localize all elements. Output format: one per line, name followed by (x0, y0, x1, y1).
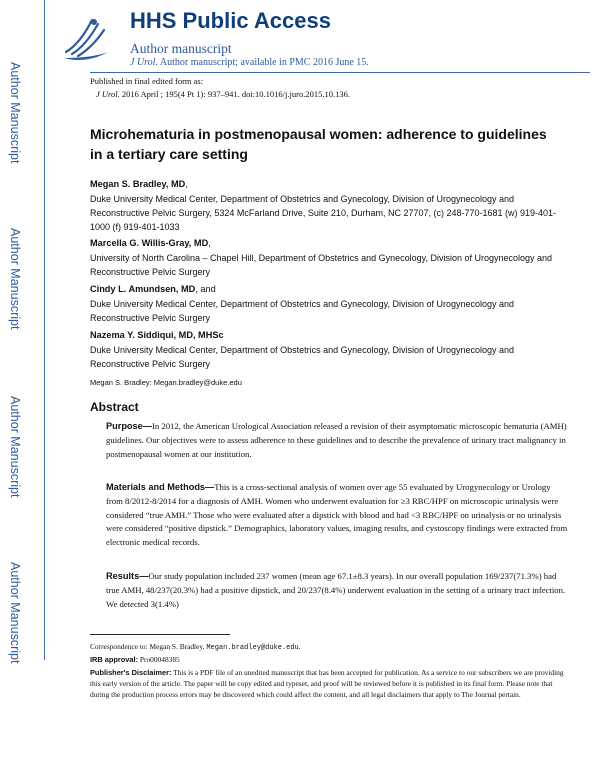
header-rule (90, 72, 590, 73)
abstract-purpose: Purpose—In 2012, the American Urological Association released a revision of their asymptomatic microscopic hematuria (AMH) guidelines. Our objectives were to assess adherence to these guidelines and to describe the prevalence of urinary tract malignancy in postmenopausal women at our institution. (106, 421, 567, 459)
results-label: Results— (106, 571, 149, 581)
side-band (0, 0, 45, 664)
author-name: Marcella G. Willis-Gray, MD, (90, 238, 211, 248)
purpose-label: Purpose— (106, 421, 152, 431)
author-email-line: Megan S. Bradley: Megan.bradley@duke.edu (90, 378, 242, 387)
footnote-rule (90, 634, 230, 635)
availability-line: J Urol. Author manuscript; available in PMC 2016 June 15. (130, 57, 369, 68)
correspondence-note: Correspondence to: Megan S. Bradley, Megan.bradley@duke.edu. (90, 642, 301, 652)
author-affiliation: University of North Carolina – Chapel Hill, Department of Obstetrics and Gynecology, Division of Urogynecology and Reconstructive Pelvic Surgery (90, 253, 553, 277)
hhs-eagle-logo (58, 12, 114, 64)
article-title: Microhematuria in postmenopausal women: adherence to guidelines in a tertiary care setting (90, 126, 547, 162)
methods-label: Materials and Methods— (106, 482, 215, 492)
author-affiliation: Duke University Medical Center, Department of Obstetrics and Gynecology, Division of Urogynecology and Reconstructive Pelvic Surgery, 5324 McFarland Drive, Suite 210, Durham, NC 27707, (c) 248-770-1681 (w) 919-401-1000 (f) 919-401-1033 (90, 194, 557, 232)
author-affiliation: Duke University Medical Center, Department of Obstetrics and Gynecology, Division of Urogynecology and Reconstructive Pelvic Surgery (90, 345, 515, 369)
author-affiliation: Duke University Medical Center, Department of Obstetrics and Gynecology, Division of Urogynecology and Reconstructive Pelvic Surgery (90, 299, 515, 323)
author-name: Megan S. Bradley, MD, (90, 179, 188, 189)
citation: J Urol. 2016 April ; 195(4 Pt 1): 937–941. doi:10.1016/j.juro.2015.10.136. (96, 89, 350, 99)
side-label-4: Author Manuscript (8, 562, 22, 664)
irb-note: IRB approval: Pro00048385 (90, 655, 180, 664)
hhs-public-access-title: HHS Public Access (130, 8, 331, 33)
publisher-disclaimer: Publisher's Disclaimer: This is a PDF file of an unedited manuscript that has been accepted for publication. As a service to our subscribers we are providing this early version of the article. The paper will be copy edited and typeset, and proof will be reviewed before it is published in its final form. Please note that during the production process errors may be discovered which could affect the content, and all legal disclaimers that apply to The Journal pertain. (90, 668, 564, 699)
side-label-3: Author Manuscript (8, 396, 22, 498)
abstract-methods: Materials and Methods—This is a cross-sectional analysis of women over age 55 evaluated by Urogynecology or Urology from 8/2012-8/2014 for a diagnosis of AMH. Women who underwent evaluation for ≥3 RBC/HPF on microscopic urinalysis were considered “true AMH.” Those who were evaluated after a dipstick with blood and had <3 RBC/HPF on urinalysis or no urinalysis were considered “positive dipstick.” Demographics, laboratory values, imaging results, and cystoscopy findings were extracted from electronic medical records. (106, 482, 568, 548)
published-label: Published in final edited form as: (90, 76, 204, 86)
author-name: Cindy L. Amundsen, MD, and (90, 284, 216, 294)
abstract-heading: Abstract (90, 400, 139, 414)
author-manuscript-subtitle: Author manuscript (130, 41, 232, 56)
side-label-2: Author Manuscript (8, 228, 22, 330)
author-name: Nazema Y. Siddiqui, MD, MHSc (90, 330, 224, 340)
abstract-results: Results—Our study population included 237 women (mean age 67.1±8.3 years). In our overall population 169/237(71.3%) had true AMH, 48/237(20.3%) had a positive dipstick, and 20/237(8.4%) underwent evaluation in the setting of a urinary tract infection. We detected 3(1.4%) (106, 571, 566, 609)
side-label-1: Author Manuscript (8, 62, 22, 164)
